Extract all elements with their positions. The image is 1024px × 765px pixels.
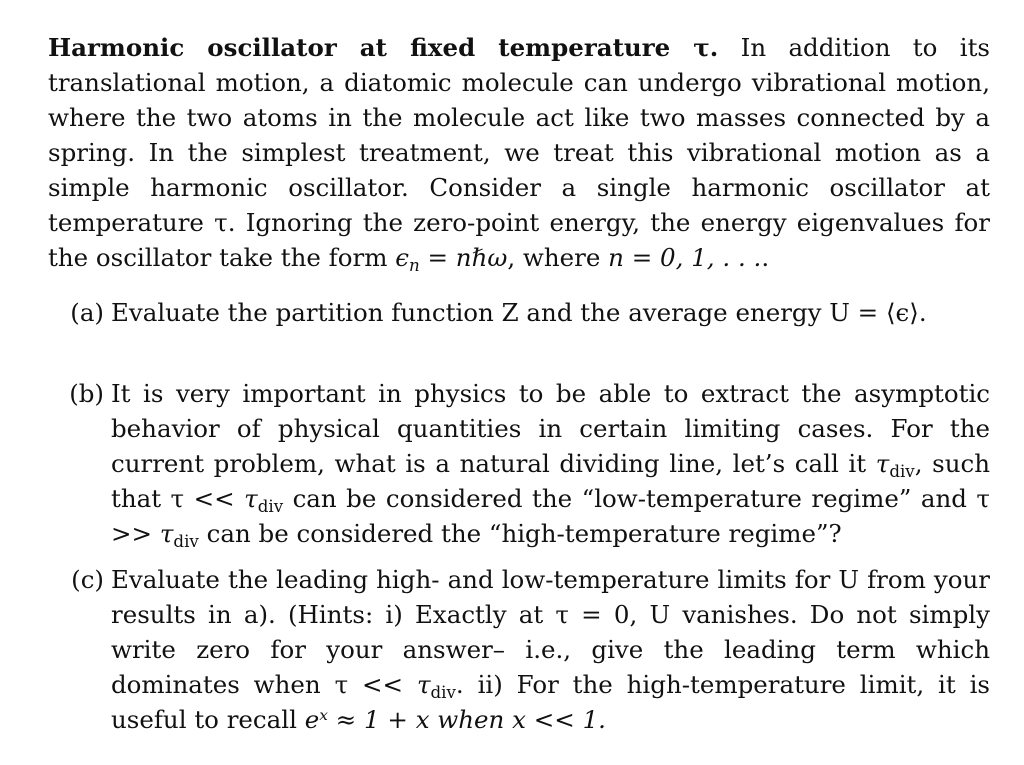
part-b-text-1: It is very important in physics to be able to extract the asymptotic behavior of physical quantities in certain limiting cases. For the current problem, what is a natural dividing line, let’s call it [111, 379, 990, 478]
energy-equation: = nℏω [419, 243, 508, 272]
part-b [48, 376, 990, 551]
tau-div-symbol: τ [159, 519, 174, 548]
part-a [48, 295, 990, 330]
tau-div-symbol: τ [875, 449, 890, 478]
exp-approximation: eˣ ≈ 1 + x when x << 1. [304, 705, 606, 734]
part-b-text-4: can be considered the “high-temperature regime”? [198, 519, 842, 548]
part-c-text-2: . ii) For the high-temperature limit, it is useful to recall [111, 670, 990, 734]
problem-page [48, 30, 990, 737]
part-c-label: (c) [71, 565, 104, 594]
part-a-text: Evaluate the partition function Z and the average energy U = ⟨ϵ⟩. [111, 298, 927, 327]
tau-div-subscript: div [173, 531, 199, 551]
intro-text-2: , where [507, 243, 609, 272]
tau-div-symbol: τ [244, 484, 258, 513]
n-values: n = 0, 1, . . . [608, 243, 762, 272]
part-c-text-1: Evaluate the leading high- and low-temperature limits for U from your results in a). (Hints: i) Exactly at τ = 0, U vanishes. Do not simply write zero for your answer– i.e., give the leading term which dominates when τ << [111, 565, 990, 699]
problem-parts [48, 295, 990, 737]
tau-div-subscript: div [257, 496, 284, 516]
tau-div-symbol: τ [416, 670, 431, 699]
intro-text-3: . [761, 243, 770, 272]
part-b-text-2: , such that τ << [111, 449, 990, 513]
energy-subscript: n [408, 255, 420, 275]
tau-div-subscript: div [430, 682, 456, 702]
energy-symbol: ϵ [395, 243, 409, 272]
problem-title: Harmonic oscillator at fixed temperature τ. [48, 33, 719, 62]
part-b-label: (b) [69, 379, 104, 408]
part-a-label: (a) [70, 298, 104, 327]
tau-div-subscript: div [889, 461, 915, 481]
part-c [48, 562, 990, 737]
part-b-text-3: can be considered the “low-temperature regime” and τ >> [111, 484, 990, 548]
problem-intro [48, 30, 990, 275]
intro-text-1: In addition to its translational motion, a diatomic molecule can undergo vibrational motion, where the two atoms in the molecule act like two masses connected by a spring. In the simplest treatment, we treat this vibrational motion as a simple harmonic oscillator. Consider a single harmonic oscillator at temperature τ. Ignoring the zero-point energy, the energy eigenvalues for the oscillator take the form [48, 33, 990, 272]
